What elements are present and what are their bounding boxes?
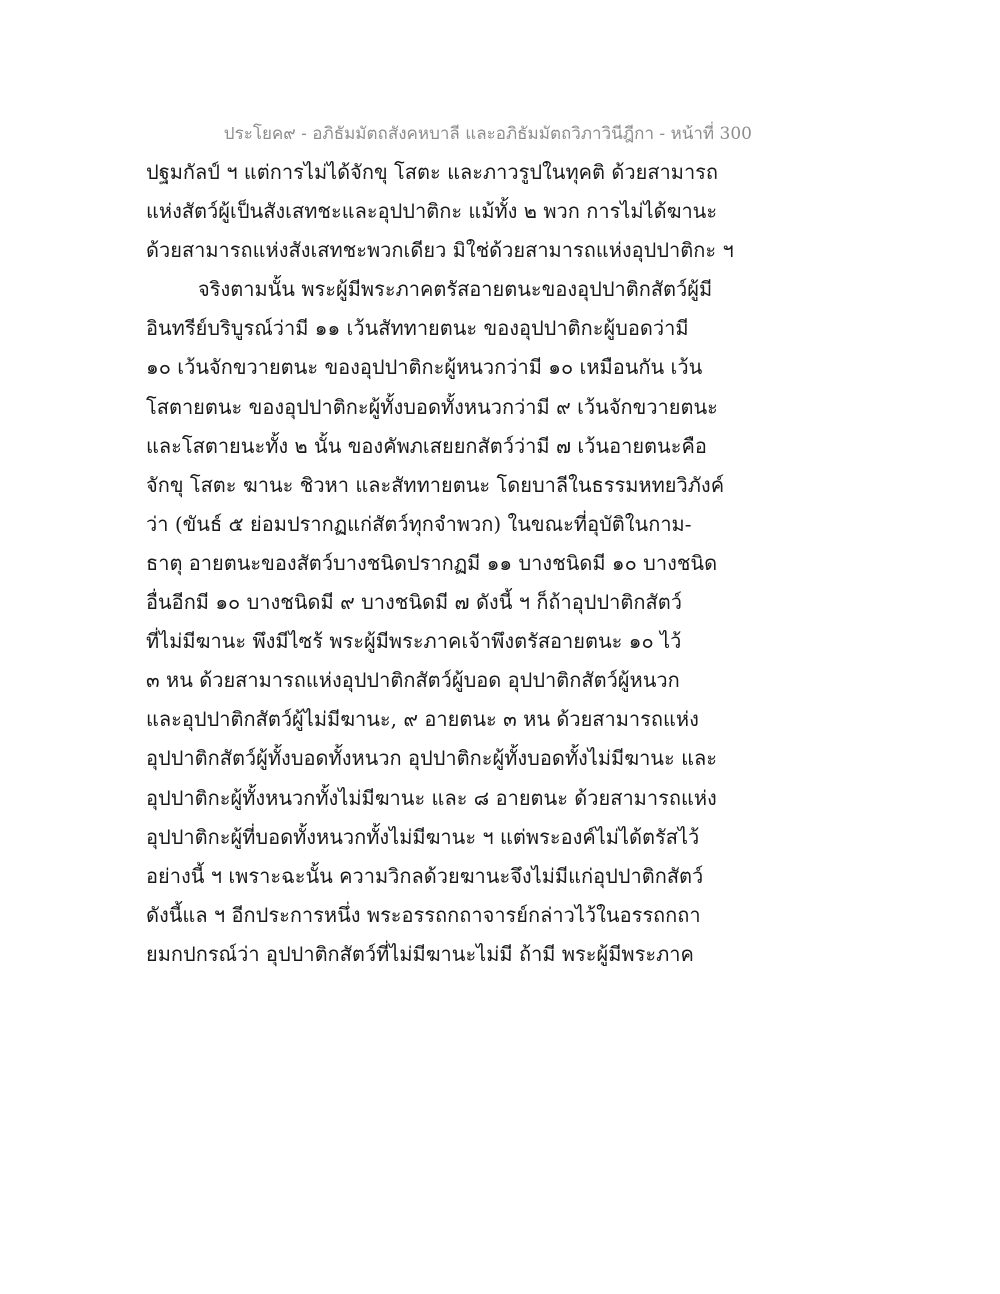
paragraph-start-line: จริงตามนั้น พระผู้มีพระภาคตรัสอายตนะของอุปปาติกสัตว์ผู้มี bbox=[198, 277, 713, 302]
body-text bbox=[146, 153, 786, 974]
text-line: แห่งสัตว์ผู้เป็นสังเสทชะและอุปปาติกะ แม้ทั้ง ๒ พวก การไม่ได้ฆานะ bbox=[146, 199, 718, 224]
text-line: ด้วยสามารถแห่งสังเสทชะพวกเดียว มิใช่ด้วยสามารถแห่งอุปปาติกะ ฯ bbox=[146, 238, 734, 263]
text-line: ธาตุ อายตนะของสัตว์บางชนิดปรากฏมี ๑๑ บางชนิดมี ๑๐ บางชนิด bbox=[146, 550, 718, 575]
text-line: และอุปปาติกสัตว์ผู้ไม่มีฆานะ, ๙ อายตนะ ๓ หน ด้วยสามารถแห่ง bbox=[146, 707, 699, 732]
text-line: โสตายตนะ ของอุปปาติกะผู้ทั้งบอดทั้งหนวกว่ามี ๙ เว้นจักขวายตนะ bbox=[146, 394, 718, 419]
text-line: อุปปาติกะผู้ที่บอดทั้งหนวกทั้งไม่มีฆานะ ฯ แต่พระองค์ไม่ได้ตรัสไว้ bbox=[146, 824, 700, 849]
text-line: ๑๐ เว้นจักขวายตนะ ของอุปปาติกะผู้หนวกว่ามี ๑๐ เหมือนกัน เว้น bbox=[146, 355, 703, 380]
text-line: อุปปาติกสัตว์ผู้ทั้งบอดทั้งหนวก อุปปาติกะผู้ทั้งบอดทั้งไม่มีฆานะ และ bbox=[146, 746, 717, 771]
text-line: ปฐมกัลป์ ฯ แต่การไม่ได้จักขุ โสตะ และภาวรูปในทุคติ ด้วยสามารถ bbox=[146, 160, 719, 184]
running-header: ประโยค๙ - อภิธัมมัตถสังคหบาลี และอภิธัมมัตถวิภาวินีฎีกา - หน้าที่ 300 bbox=[223, 124, 752, 144]
text-line: ยมกปกรณ์ว่า อุปปาติกสัตว์ที่ไม่มีฆานะไม่มี ถ้ามี พระผู้มีพระภาค bbox=[146, 941, 694, 966]
text-line: ว่า (ขันธ์ ๕ ย่อมปรากฏแก่สัตว์ทุกจำพวก) ในขณะที่อุบัติในกาม- bbox=[146, 511, 692, 536]
text-line: อย่างนี้ ฯ เพราะฉะนั้น ความวิกลด้วยฆานะจึงไม่มีแก่อุปปาติกสัตว์ bbox=[146, 863, 704, 888]
text-line: ที่ไม่มีฆานะ พึงมีไซร้ พระผู้มีพระภาคเจ้าพึงตรัสอายตนะ ๑๐ ไว้ bbox=[146, 629, 682, 654]
text-line: อุปปาติกะผู้ทั้งหนวกทั้งไม่มีฆานะ และ ๘ อายตนะ ด้วยสามารถแห่ง bbox=[146, 785, 717, 810]
text-line: จักขุ โสตะ ฆานะ ชิวหา และสัททายตนะ โดยบาลีในธรรมหทยวิภังค์ bbox=[146, 472, 725, 497]
text-line: และโสตายนะทั้ง ๒ นั้น ของคัพภเสยยกสัตว์ว่ามี ๗ เว้นอายตนะคือ bbox=[146, 433, 707, 458]
text-line: อินทรีย์บริบูรณ์ว่ามี ๑๑ เว้นสัททายตนะ ของอุปปาติกะผู้บอดว่ามี bbox=[146, 316, 689, 341]
text-line: ดังนี้แล ฯ อีกประการหนึ่ง พระอรรถกถาจารย์กล่าวไว้ในอรรถกถา bbox=[146, 902, 701, 927]
text-line: ๓ หน ด้วยสามารถแห่งอุปปาติกสัตว์ผู้บอด อุปปาติกสัตว์ผู้หนวก bbox=[146, 668, 680, 693]
text-line: อื่นอีกมี ๑๐ บางชนิดมี ๙ บางชนิดมี ๗ ดังนี้ ฯ ก็ถ้าอุปปาติกสัตว์ bbox=[146, 590, 682, 615]
